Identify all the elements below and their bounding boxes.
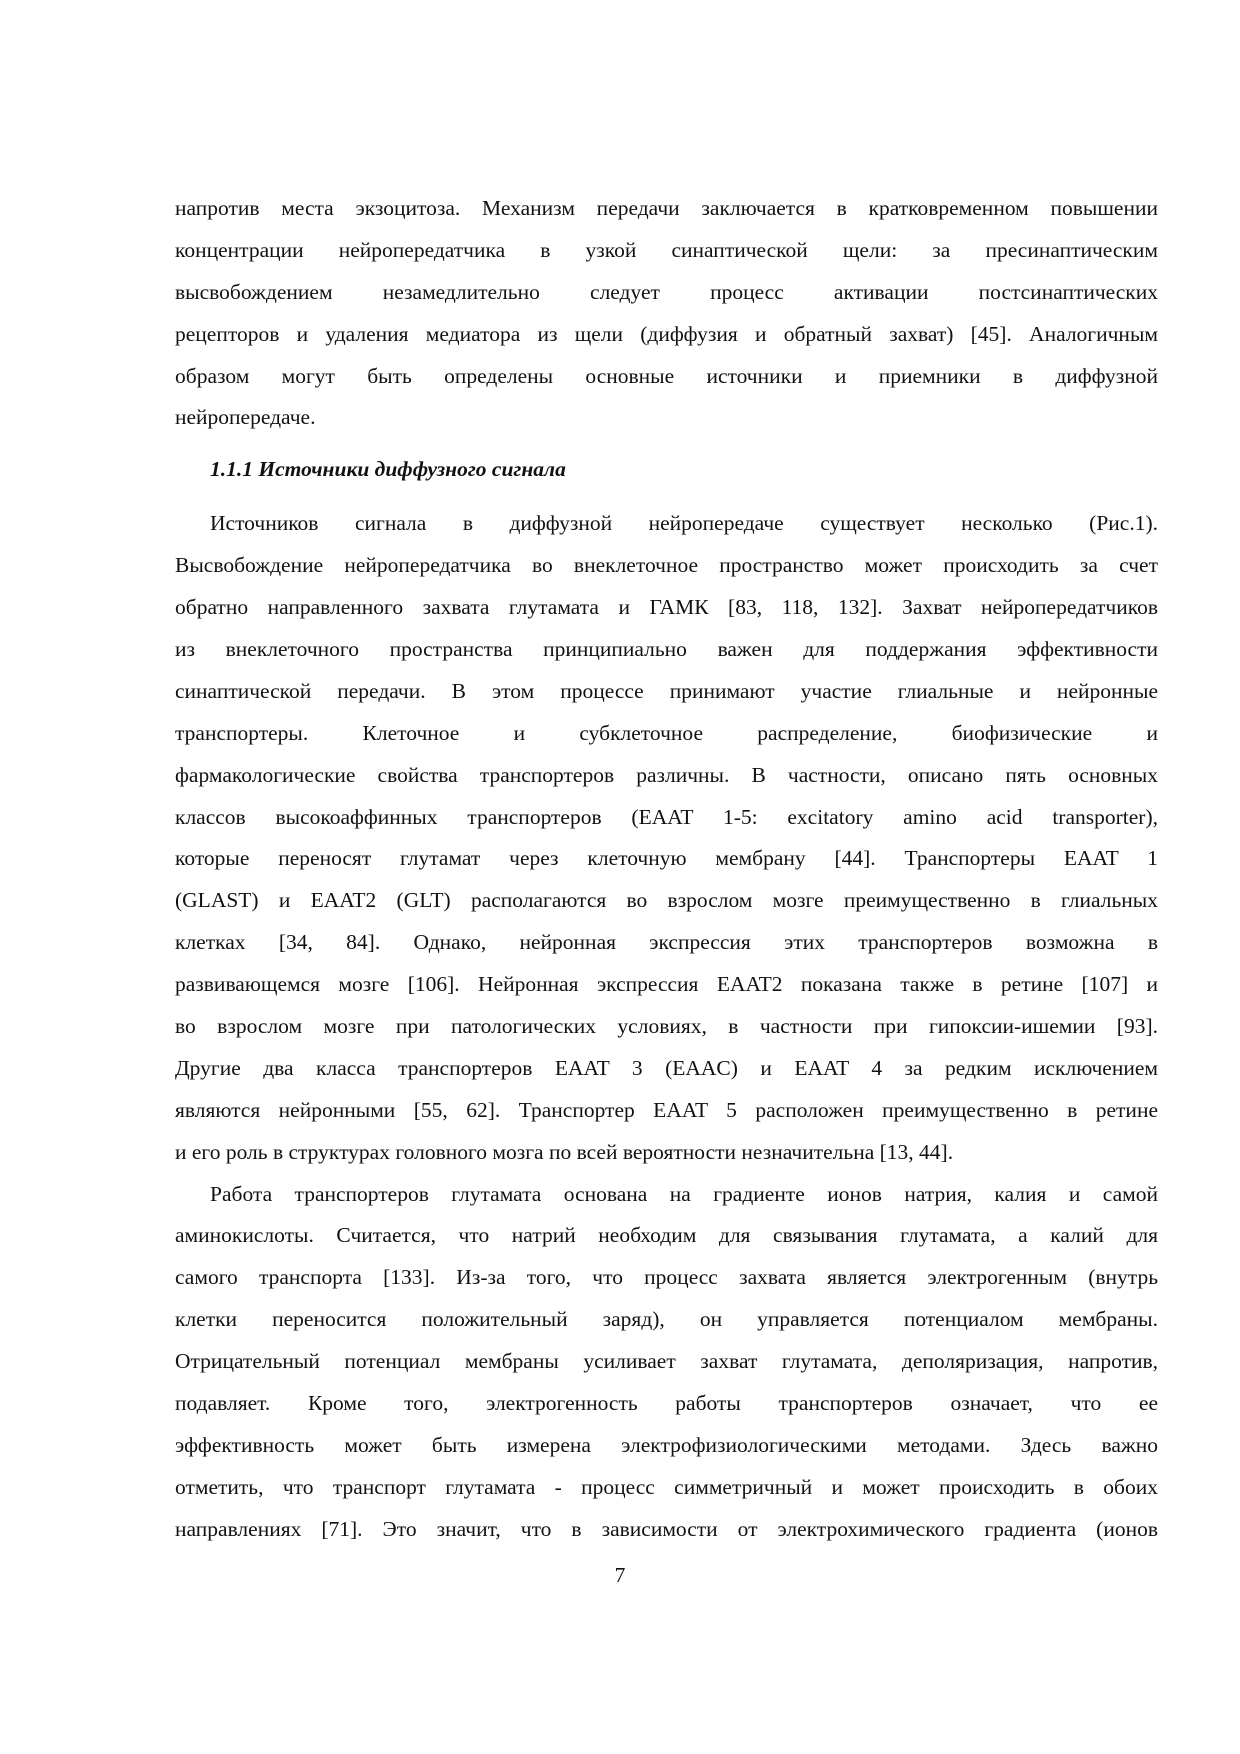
text-line: нейропередаче. bbox=[175, 405, 316, 430]
text-line: напротив места экзоцитоза. Механизм передачи заключается в кратковременном повышении bbox=[175, 196, 1158, 220]
text-line: Источников сигнала в диффузной нейропередаче существует несколько (Рис.1). bbox=[210, 511, 1158, 536]
text-line: Высвобождение нейропередатчика во внеклеточное пространство может происходить за счет bbox=[175, 553, 1158, 578]
text-line: развивающемся мозге [106]. Нейронная экспрессия EAAT2 показана также в ретине [107] и bbox=[175, 972, 1158, 997]
text-line: образом могут быть определены основные источники и приемники в диффузной bbox=[175, 363, 1158, 388]
page-number: 7 bbox=[614, 1563, 626, 1587]
text-line: из внеклеточного пространства принципиально важен для поддержания эффективности bbox=[175, 637, 1158, 662]
text-line: рецепторов и удаления медиатора из щели (диффузия и обратный захват) [45]. Аналогичным bbox=[175, 321, 1158, 346]
text-line: и его роль в структурах головного мозга по всей вероятности незначительна [13, 44]. bbox=[175, 1139, 954, 1164]
text-line: классов высокоаффинных транспортеров (EAAT 1-5: excitatory amino acid transporter), bbox=[175, 804, 1158, 829]
text-line: транспортеры. Клеточное и субклеточное распределение, биофизические и bbox=[175, 720, 1158, 745]
text-line: Работа транспортеров глутамата основана на градиенте ионов натрия, калия и самой bbox=[210, 1181, 1158, 1206]
section-heading: 1.1.1 Источники диффузного сигнала bbox=[210, 457, 566, 482]
text-line: высвобождением незамедлительно следует процесс активации постсинаптических bbox=[175, 279, 1158, 304]
text-line: синаптической передачи. В этом процессе принимают участие глиальные и нейронные bbox=[175, 678, 1158, 703]
text-line: подавляет. Кроме того, электрогенность работы транспортеров означает, что ее bbox=[175, 1391, 1158, 1416]
text-line: клетки переносится положительный заряд), он управляется потенциалом мембраны. bbox=[175, 1307, 1158, 1332]
text-line: концентрации нейропередатчика в узкой синаптической щели: за пресинаптическим bbox=[175, 237, 1158, 262]
text-line: отметить, что транспорт глутамата - процесс симметричный и может происходить в обоих bbox=[175, 1474, 1158, 1499]
text-line: фармакологические свойства транспортеров различны. В частности, описано пять основных bbox=[175, 762, 1158, 787]
text-line: обратно направленного захвата глутамата и ГАМК [83, 118, 132]. Захват нейропередатчиков bbox=[175, 595, 1158, 620]
text-line: направлениях [71]. Это значит, что в зависимости от электрохимического градиента (ионов bbox=[175, 1516, 1158, 1541]
text-line: являются нейронными [55, 62]. Транспортер EAAT 5 расположен преимущественно в ретине bbox=[175, 1097, 1158, 1122]
text-line: эффективность может быть измерена электрофизиологическими методами. Здесь важно bbox=[175, 1432, 1158, 1457]
text-line: аминокислоты. Считается, что натрий необходим для связывания глутамата, а калий для bbox=[175, 1223, 1158, 1248]
text-line: клетках [34, 84]. Однако, нейронная экспрессия этих транспортеров возможна в bbox=[175, 930, 1158, 955]
paragraph-continued bbox=[175, 188, 1158, 439]
paragraph-transport bbox=[175, 1174, 1158, 1551]
text-line: Другие два класса транспортеров EAAT 3 (EAAC) и EAAT 4 за редким исключением bbox=[175, 1055, 1158, 1080]
text-line: которые переносят глутамат через клеточную мембрану [44]. Транспортеры EAAT 1 bbox=[175, 846, 1158, 871]
text-line: во взрослом мозге при патологических условиях, в частности при гипоксии-ишемии [93]. bbox=[175, 1014, 1158, 1039]
text-line: Отрицательный потенциал мембраны усиливает захват глутамата, деполяризация, напротив, bbox=[175, 1349, 1158, 1374]
paragraph-sources bbox=[175, 503, 1158, 1173]
text-line: самого транспорта [133]. Из-за того, что процесс захвата является электрогенным (внутрь bbox=[175, 1265, 1158, 1290]
body-text bbox=[175, 188, 1158, 1551]
text-line: (GLAST) и EAAT2 (GLT) располагаются во взрослом мозге преимущественно в глиальных bbox=[175, 888, 1158, 913]
